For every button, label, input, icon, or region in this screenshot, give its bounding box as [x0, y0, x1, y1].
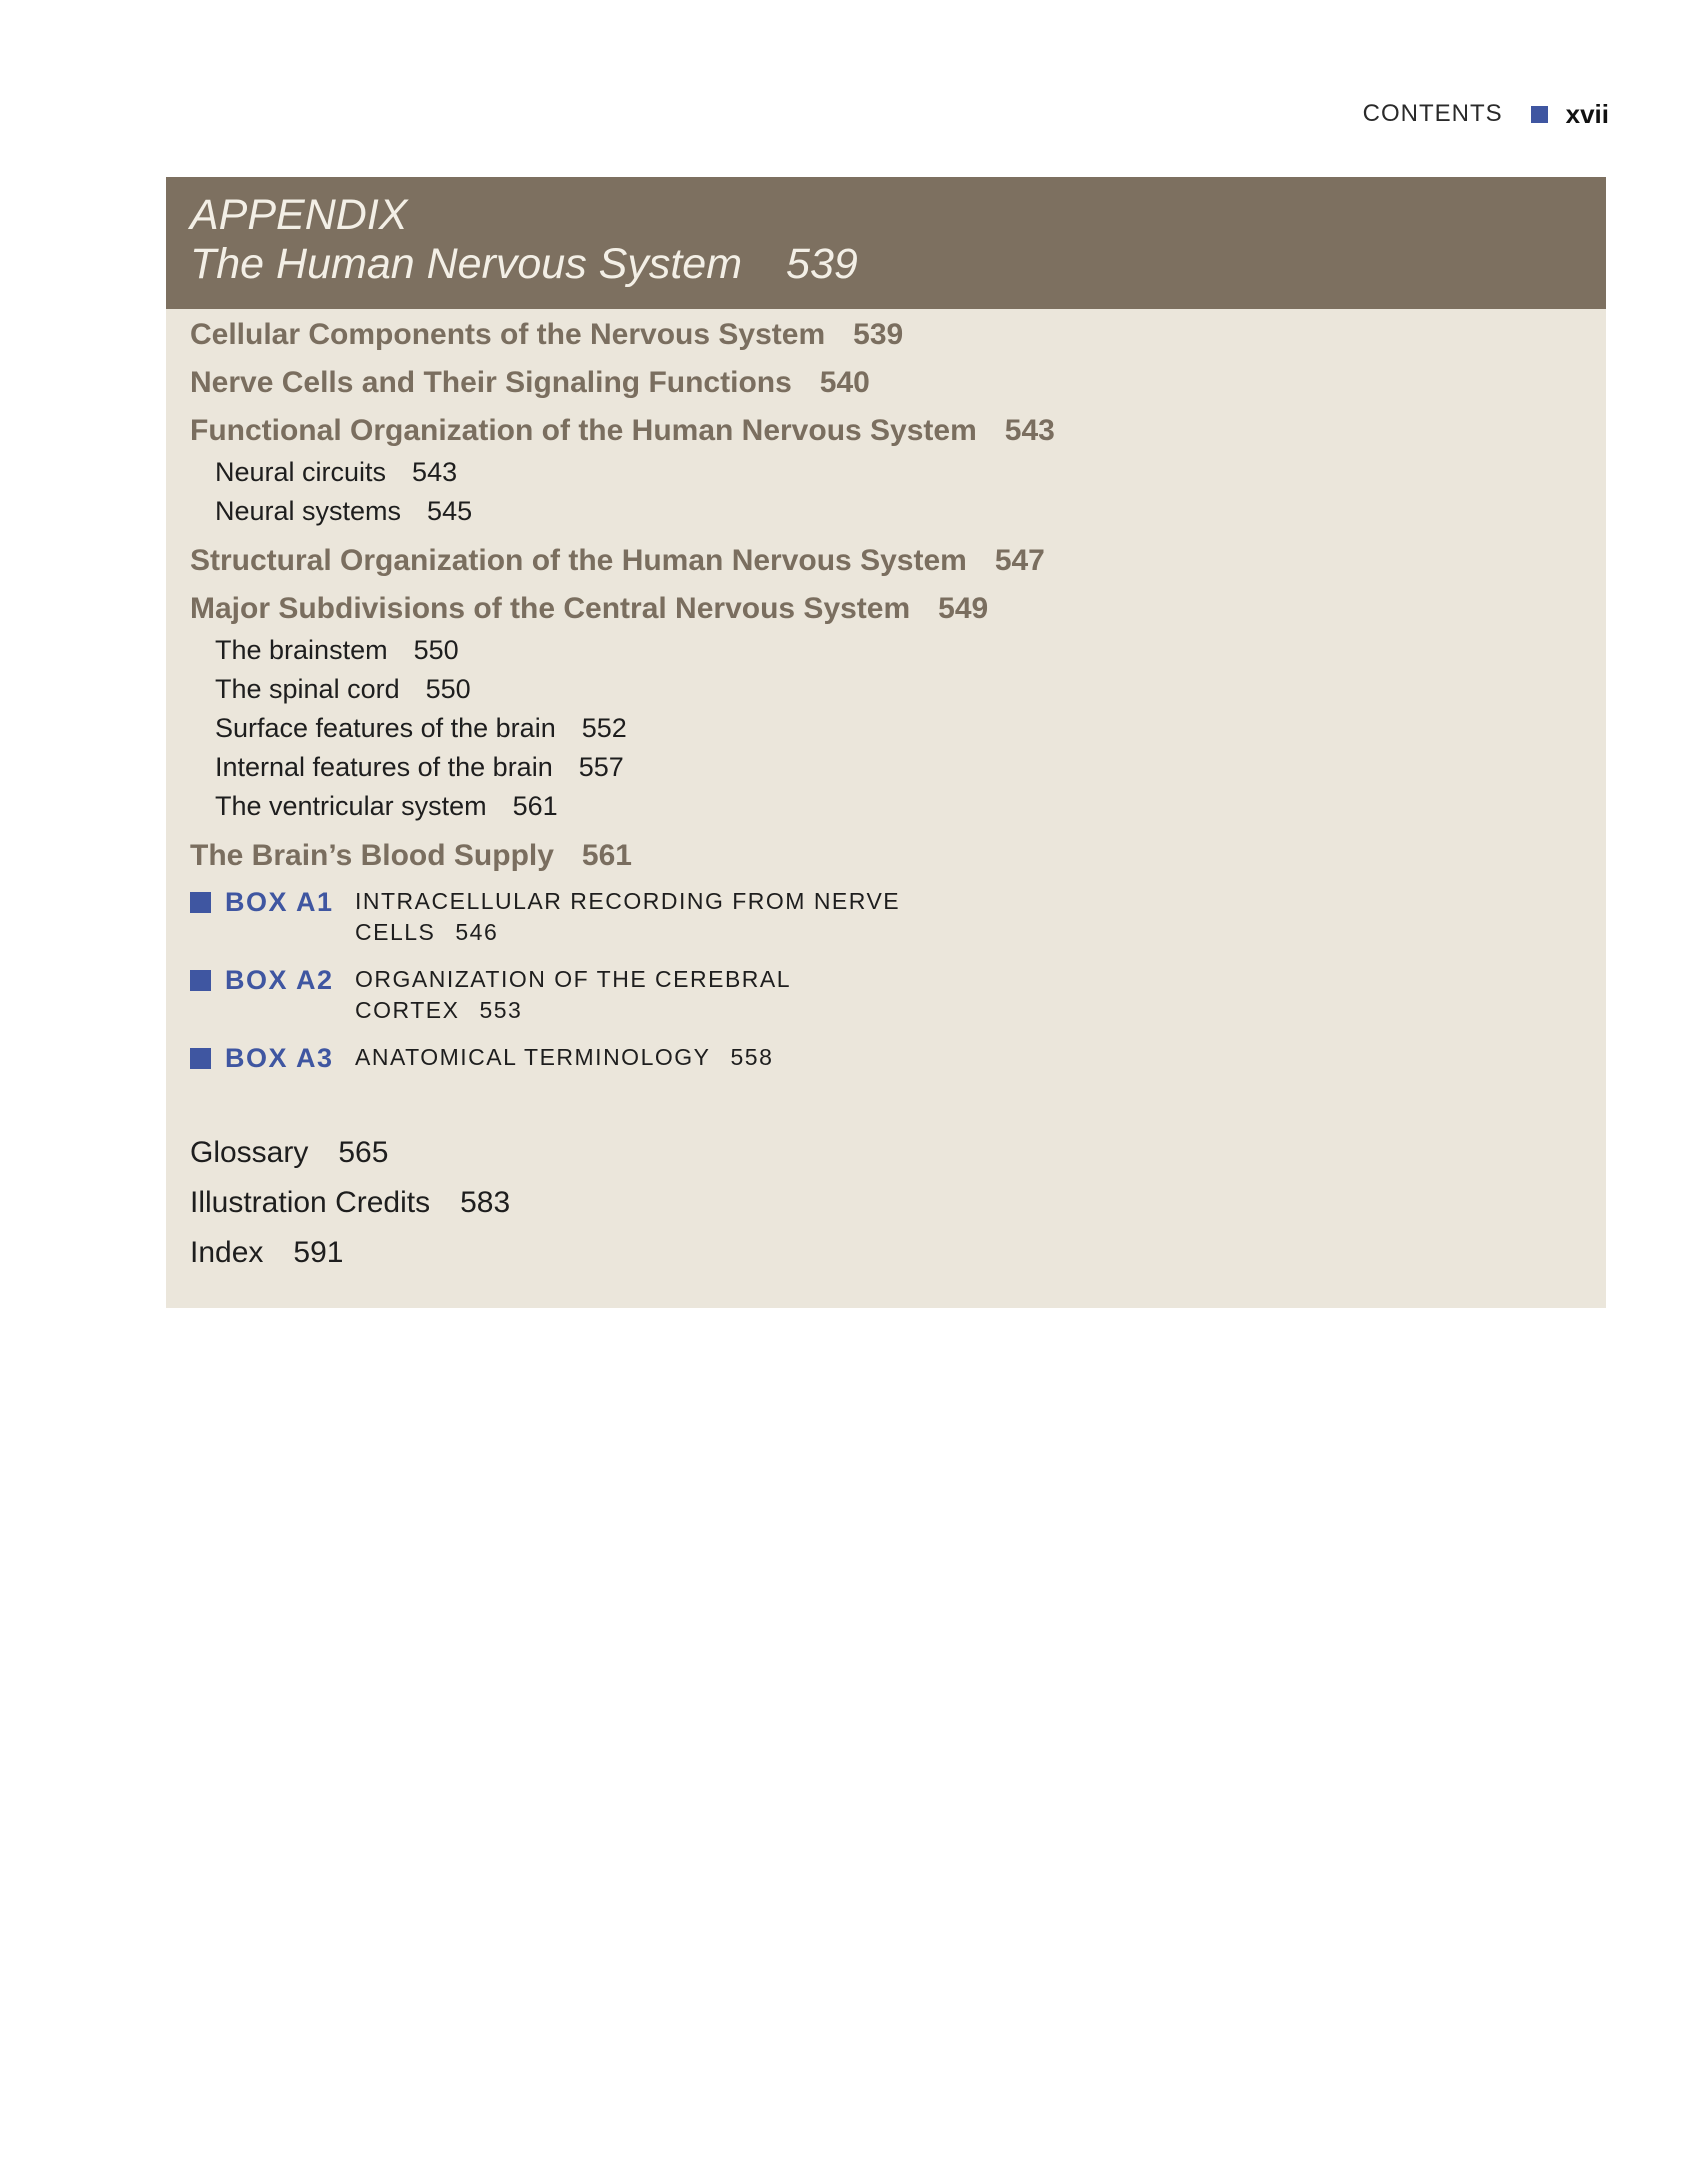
toc-section-title: Nerve Cells and Their Signaling Functions	[190, 366, 792, 399]
box-title	[355, 1042, 915, 1073]
box-page: 558	[730, 1044, 774, 1070]
toc-subsection[interactable]	[215, 453, 1606, 492]
toc-subsection-page: 552	[581, 713, 627, 743]
toc-section[interactable]	[190, 591, 1606, 627]
toc-section-title: Major Subdivisions of the Central Nervous System	[190, 592, 911, 625]
endmatter-title: Glossary	[190, 1136, 309, 1169]
toc-subsection[interactable]	[215, 748, 1606, 787]
square-bullet-icon	[1531, 106, 1548, 123]
toc-entries	[166, 309, 1606, 1278]
toc-subsection-page: 550	[425, 674, 471, 704]
toc-endmatter-item[interactable]	[190, 1178, 1606, 1228]
box-title-line1: INTRACELLULAR RECORDING FROM NERVE	[355, 888, 901, 914]
toc-section[interactable]	[190, 317, 1606, 353]
toc-subsection-list	[190, 631, 1606, 826]
toc-panel	[166, 177, 1606, 1308]
endmatter-page: 583	[460, 1186, 511, 1219]
box-title-line2: CORTEX	[355, 997, 460, 1023]
box-title-line1: ORGANIZATION OF THE CEREBRAL	[355, 966, 792, 992]
box-tag: BOX A1	[225, 887, 334, 917]
box-tag: BOX A3	[225, 1043, 334, 1073]
toc-subsection-title: Neural systems	[215, 496, 402, 526]
appendix-title: The Human Nervous System	[190, 240, 743, 288]
toc-section[interactable]	[190, 413, 1606, 449]
toc-section-page: 539	[853, 318, 904, 351]
appendix-title-line	[190, 239, 1606, 289]
endmatter-page: 591	[293, 1236, 344, 1269]
toc-section[interactable]	[190, 365, 1606, 401]
toc-section[interactable]	[190, 543, 1606, 579]
toc-section-title: The Brain’s Blood Supply	[190, 839, 554, 872]
toc-subsection[interactable]	[215, 631, 1606, 670]
box-page: 553	[479, 997, 523, 1023]
toc-section-page: 549	[938, 592, 989, 625]
box-title	[355, 964, 915, 1026]
toc-section-page: 561	[581, 839, 632, 872]
toc-section[interactable]	[190, 838, 1606, 874]
toc-subsection-title: The ventricular system	[215, 791, 487, 821]
box-title-line1: ANATOMICAL TERMINOLOGY	[355, 1044, 711, 1070]
appendix-title-page: 539	[786, 240, 858, 288]
toc-box-entry[interactable]	[190, 886, 1606, 948]
square-bullet-icon	[190, 892, 211, 913]
endmatter-list	[190, 1128, 1606, 1278]
box-list	[190, 886, 1606, 1074]
appendix-header	[166, 177, 1606, 309]
endmatter-title: Index	[190, 1236, 264, 1269]
running-head-label: CONTENTS	[1362, 100, 1503, 127]
toc-subsection-title: The spinal cord	[215, 674, 400, 704]
box-title	[355, 886, 915, 948]
square-bullet-icon	[190, 1048, 211, 1069]
toc-endmatter-item[interactable]	[190, 1128, 1606, 1178]
toc-subsection[interactable]	[215, 787, 1606, 826]
endmatter-title: Illustration Credits	[190, 1186, 431, 1219]
toc-section-page: 540	[819, 366, 870, 399]
toc-subsection-page: 557	[578, 752, 624, 782]
toc-subsection[interactable]	[215, 709, 1606, 748]
appendix-kicker: APPENDIX	[190, 191, 408, 239]
toc-box-entry[interactable]	[190, 964, 1606, 1026]
toc-subsection-page: 543	[412, 457, 458, 487]
toc-subsection-page: 561	[512, 791, 558, 821]
toc-subsection-list	[190, 453, 1606, 531]
toc-subsection-title: Neural circuits	[215, 457, 387, 487]
box-title-line2: CELLS	[355, 919, 436, 945]
box-page: 546	[455, 919, 499, 945]
endmatter-page: 565	[338, 1136, 389, 1169]
toc-subsection[interactable]	[215, 670, 1606, 709]
toc-box-entry[interactable]	[190, 1042, 1606, 1074]
toc-subsection-title: Surface features of the brain	[215, 713, 556, 743]
page-number: xvii	[1565, 98, 1609, 129]
toc-section-page: 547	[994, 544, 1045, 577]
toc-subsection-title: The brainstem	[215, 635, 388, 665]
toc-subsection-page: 545	[427, 496, 473, 526]
toc-section-title: Structural Organization of the Human Nervous System	[190, 544, 967, 577]
toc-subsection-title: Internal features of the brain	[215, 752, 553, 782]
toc-section-title: Cellular Components of the Nervous System	[190, 318, 826, 351]
toc-endmatter-item[interactable]	[190, 1228, 1606, 1278]
toc-section-page: 543	[1004, 414, 1055, 447]
square-bullet-icon	[190, 970, 211, 991]
toc-section-title: Functional Organization of the Human Nervous System	[190, 414, 977, 447]
toc-subsection[interactable]	[215, 492, 1606, 531]
toc-subsection-page: 550	[413, 635, 459, 665]
running-head	[1363, 99, 1609, 129]
box-tag: BOX A2	[225, 965, 334, 995]
